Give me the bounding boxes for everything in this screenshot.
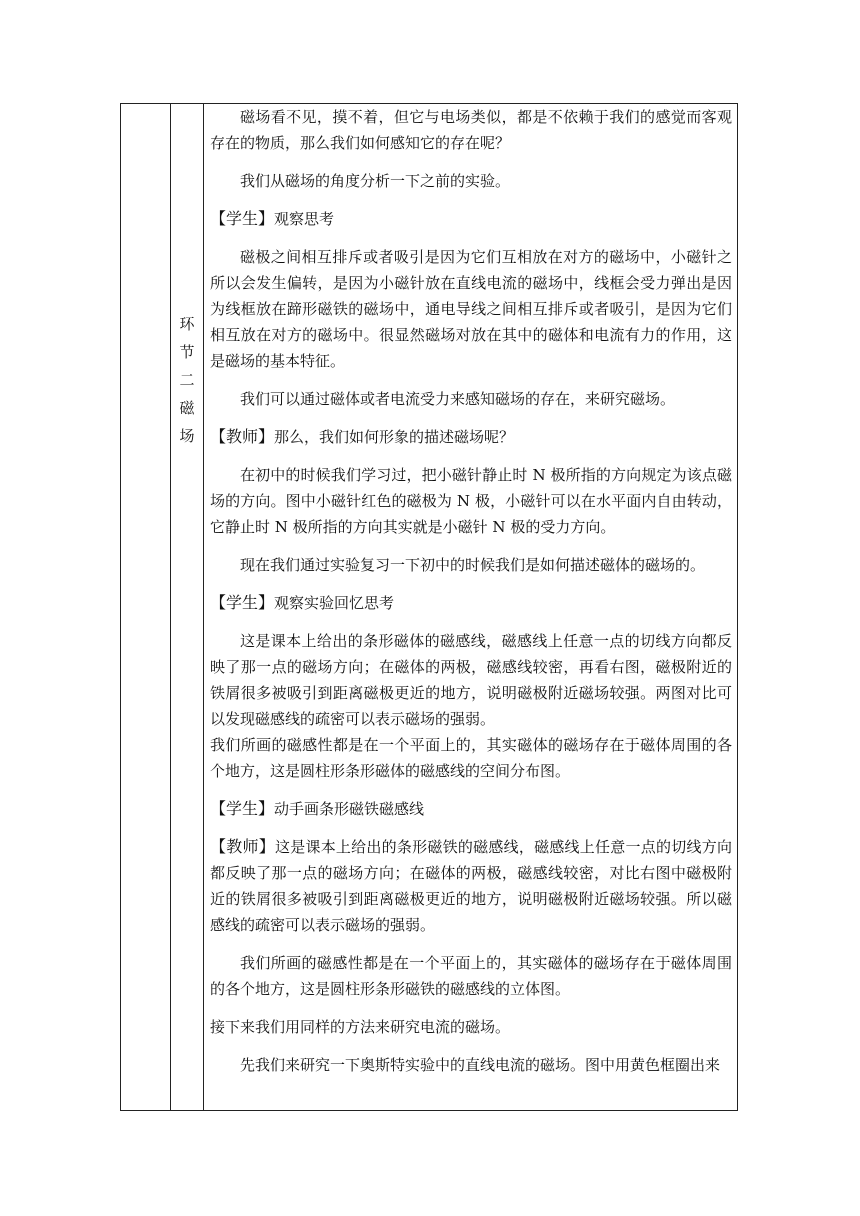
paragraph: 在初中的时候我们学习过，把小磁针静止时 N 极所指的方向规定为该点磁场的方向。图中小磁针红色的磁极为 N 极，小磁针可以在水平面内自由转动，它静止时 N 极所指的方向其实就是小磁针 N 极的受力方向。	[210, 466, 732, 536]
paragraph: 我们所画的磁感性都是在一个平面上的，其实磁体的磁场存在于磁体周围的各个地方，这是圆柱形条形磁体的磁感线的空间分布图。	[210, 736, 732, 780]
paragraph: 磁极之间相互排斥或者吸引是因为它们互相放在对方的磁场中，小磁针之所以会发生偏转，是因为小磁针放在直线电流的磁场中，线框会受力弹出是因为线框放在蹄形磁铁的磁场中，通电导线之间相互排斥或者吸引，是因为它们相互放在对方的磁场中。很显然磁场对放在其中的磁体和电流有力的作用，这是磁场的基本特征。	[210, 248, 732, 370]
paragraph: 这是课本上给出的条形磁体的磁感线，磁感线上任意一点的切线方向都反映了那一点的磁场方向；在磁体的两极，磁感线较密，再看右图，磁极附近的铁屑很多被吸引到距离磁极更近的地方，说明磁极附近磁场较强。两图对比可以发现磁感线的疏密可以表示磁场的强弱。	[210, 632, 732, 728]
section-label-char: 二	[179, 371, 195, 389]
role-paragraph	[210, 834, 732, 938]
paragraph: 现在我们通过实验复习一下初中的时候我们是如何描述磁体的磁场的。	[240, 556, 706, 574]
role-tag: 【教师】	[210, 837, 275, 856]
role-tag: 【教师】	[210, 427, 275, 446]
paragraph: 我们所画的磁感性都是在一个平面上的，其实磁体的磁场存在于磁体周围的各个地方，这是圆柱形条形磁铁的磁感线的立体图。	[210, 954, 732, 998]
section-label	[171, 310, 203, 450]
section-label-char: 节	[179, 343, 195, 361]
lesson-content	[210, 104, 732, 1078]
role-paragraph	[210, 424, 732, 450]
role-tag: 【学生】	[210, 593, 275, 612]
lesson-table	[120, 103, 738, 1111]
column-divider	[203, 104, 204, 1110]
role-tag: 【学生】	[210, 209, 275, 228]
role-tag: 【学生】	[210, 799, 275, 818]
role-text: 动手画条形磁铁磁感线	[274, 800, 425, 818]
column-divider	[170, 104, 171, 1110]
paragraph: 我们从磁场的角度分析一下之前的实验。	[240, 172, 511, 190]
paragraph: 先我们来研究一下奥斯特实验中的直线电流的磁场。图中用黄色框圈出来	[240, 1056, 721, 1074]
role-paragraph	[210, 206, 732, 232]
section-label-char: 环	[179, 315, 195, 333]
role-paragraph	[210, 796, 732, 822]
section-label-char: 磁	[179, 399, 195, 417]
paragraph: 接下来我们用同样的方法来研究电流的磁场。	[210, 1018, 511, 1036]
role-text: 观察实验回忆思考	[274, 594, 395, 612]
role-text: 那么，我们如何形象的描述磁场呢？	[274, 428, 515, 446]
paragraph: 磁场看不见，摸不着，但它与电场类似，都是不依赖于我们的感觉而客观存在的物质，那么我们如何感知它的存在呢？	[210, 108, 732, 152]
role-text: 这是课本上给出的条形磁铁的磁感线，磁感线上任意一点的切线方向都反映了那一点的磁场方向；在磁体的两极，磁感线较密，对比右图中磁极附近的铁屑很多被吸引到距离磁极更近的地方，说明磁极附近磁场较强。所以磁感线的疏密可以表示磁场的强弱。	[210, 838, 732, 934]
section-label-char: 场	[179, 427, 195, 445]
role-text: 观察思考	[274, 210, 335, 228]
paragraph: 我们可以通过磁体或者电流受力来感知磁场的存在，来研究磁场。	[240, 390, 676, 408]
role-paragraph	[210, 590, 732, 616]
